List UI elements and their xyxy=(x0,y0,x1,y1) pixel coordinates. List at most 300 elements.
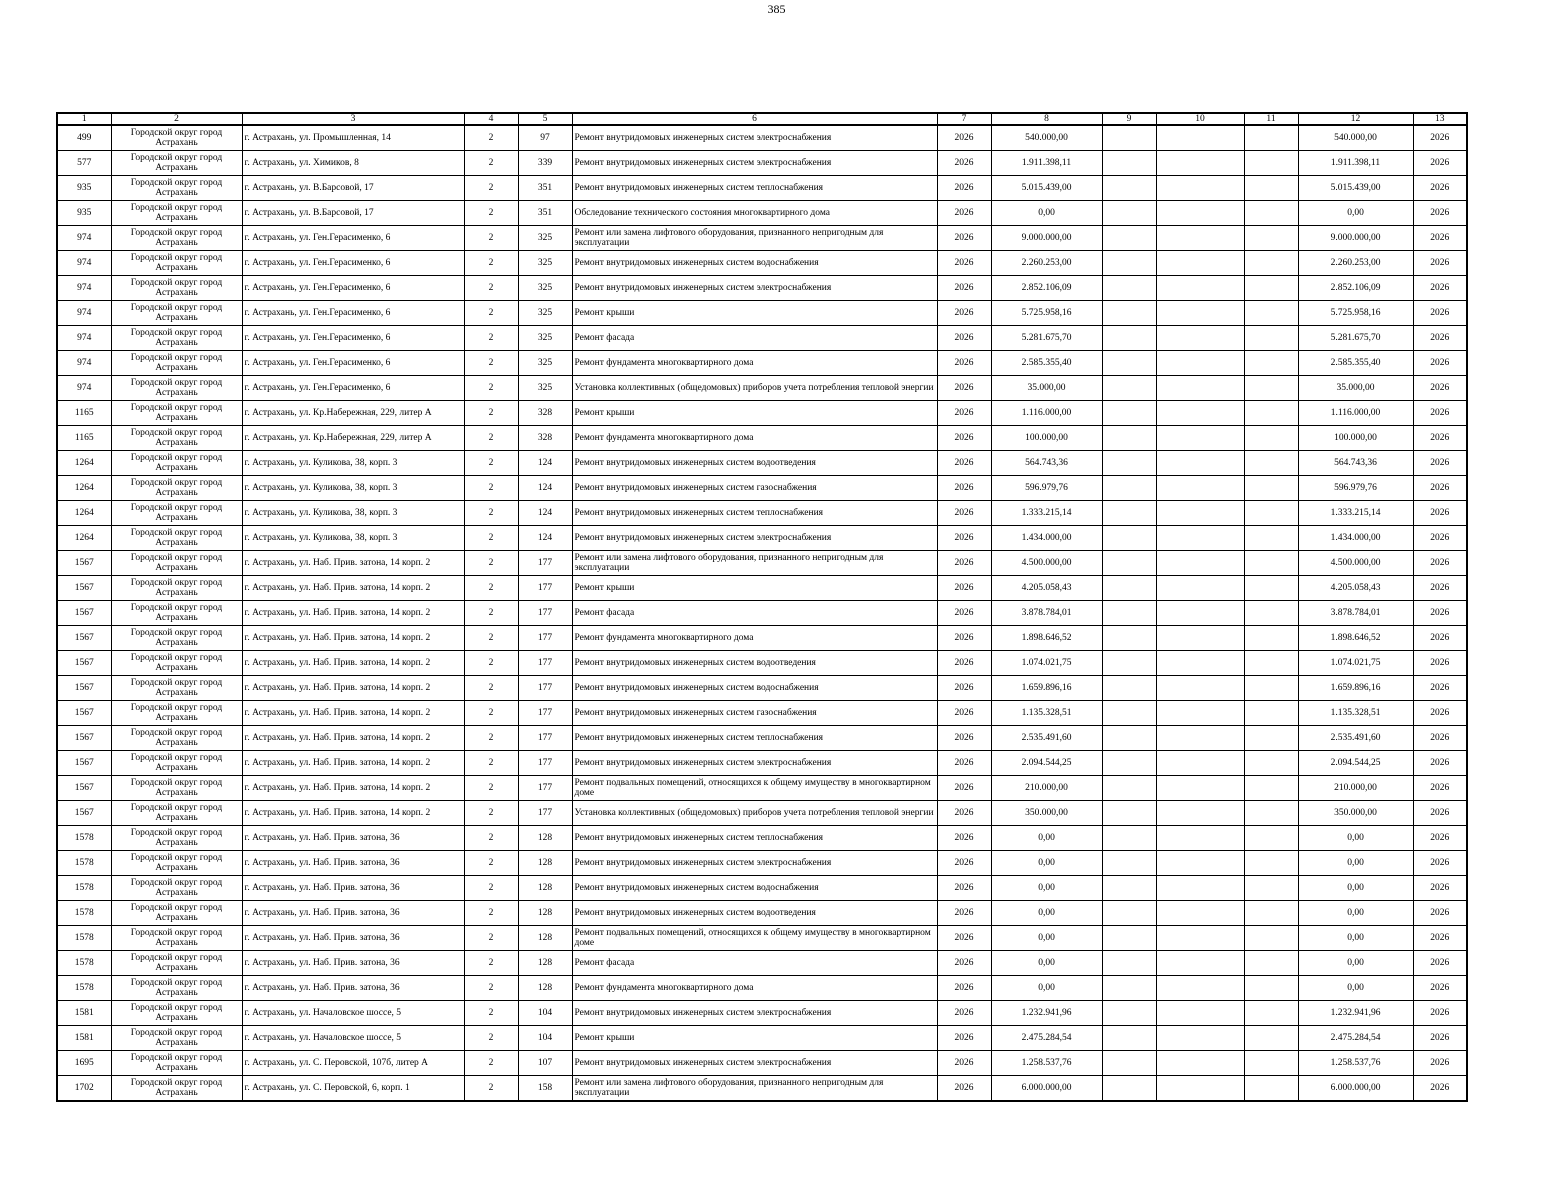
address-cell: г. Астрахань, ул. Наб. Прив. затона, 14 корп. 2 xyxy=(242,726,464,751)
col-5-value-cell: 124 xyxy=(518,526,572,551)
house-id-cell: 935 xyxy=(57,176,111,201)
address-cell: г. Астрахань, ул. Ген.Герасименко, 6 xyxy=(242,251,464,276)
completion-year-cell: 2026 xyxy=(1413,501,1467,526)
completion-year-cell: 2026 xyxy=(1413,776,1467,801)
col-4-value-cell: 2 xyxy=(464,276,518,301)
column-header-2: 2 xyxy=(111,113,242,125)
house-id-cell: 1578 xyxy=(57,876,111,901)
municipality-cell: Городской округ город Астрахань xyxy=(111,176,242,201)
cost-cell: 564.743,36 xyxy=(991,451,1102,476)
address-cell: г. Астрахань, ул. Наб. Прив. затона, 36 xyxy=(242,926,464,951)
cost-cell: 4.205.058,43 xyxy=(991,576,1102,601)
col-10-value-cell xyxy=(1156,251,1244,276)
cost-cell: 2.585.355,40 xyxy=(991,351,1102,376)
col-11-value-cell xyxy=(1244,1001,1298,1026)
cost-cell: 0,00 xyxy=(991,876,1102,901)
municipality-cell: Городской округ город Астрахань xyxy=(111,976,242,1001)
col-9-value-cell xyxy=(1102,176,1156,201)
table-row xyxy=(57,526,1467,551)
col-4-value-cell: 2 xyxy=(464,125,518,151)
col-4-value-cell: 2 xyxy=(464,301,518,326)
year-cell: 2026 xyxy=(937,626,991,651)
col-11-value-cell xyxy=(1244,125,1298,151)
col-11-value-cell xyxy=(1244,426,1298,451)
column-number-row xyxy=(57,113,1467,125)
work-type-cell: Ремонт крыши xyxy=(572,1026,937,1051)
address-cell: г. Астрахань, ул. Наб. Прив. затона, 14 корп. 2 xyxy=(242,601,464,626)
municipality-cell: Городской округ город Астрахань xyxy=(111,501,242,526)
cost-total-cell: 5.725.958,16 xyxy=(1298,301,1413,326)
work-type-cell: Ремонт фасада xyxy=(572,326,937,351)
municipality-cell: Городской округ город Астрахань xyxy=(111,1001,242,1026)
cost-cell: 0,00 xyxy=(991,901,1102,926)
col-9-value-cell xyxy=(1102,876,1156,901)
cost-total-cell: 2.852.106,09 xyxy=(1298,276,1413,301)
municipality-cell: Городской округ город Астрахань xyxy=(111,926,242,951)
work-type-cell: Ремонт внутридомовых инженерных систем водоотведения xyxy=(572,901,937,926)
col-11-value-cell xyxy=(1244,301,1298,326)
completion-year-cell: 2026 xyxy=(1413,526,1467,551)
municipality-cell: Городской округ город Астрахань xyxy=(111,551,242,576)
col-4-value-cell: 2 xyxy=(464,176,518,201)
work-type-cell: Ремонт крыши xyxy=(572,301,937,326)
municipality-cell: Городской округ город Астрахань xyxy=(111,801,242,826)
cost-cell: 2.852.106,09 xyxy=(991,276,1102,301)
address-cell: г. Астрахань, ул. В.Барсовой, 17 xyxy=(242,201,464,226)
work-type-cell: Ремонт фундамента многоквартирного дома xyxy=(572,426,937,451)
municipality-cell: Городской округ город Астрахань xyxy=(111,451,242,476)
house-id-cell: 1567 xyxy=(57,651,111,676)
cost-cell: 4.500.000,00 xyxy=(991,551,1102,576)
col-4-value-cell: 2 xyxy=(464,726,518,751)
year-cell: 2026 xyxy=(937,676,991,701)
cost-cell: 2.094.544,25 xyxy=(991,751,1102,776)
col-4-value-cell: 2 xyxy=(464,576,518,601)
col-11-value-cell xyxy=(1244,501,1298,526)
house-id-cell: 577 xyxy=(57,151,111,176)
table-row xyxy=(57,926,1467,951)
col-9-value-cell xyxy=(1102,1026,1156,1051)
table-row xyxy=(57,701,1467,726)
address-cell: г. Астрахань, ул. Началовское шоссе, 5 xyxy=(242,1026,464,1051)
municipality-cell: Городской округ город Астрахань xyxy=(111,776,242,801)
cost-total-cell: 1.116.000,00 xyxy=(1298,401,1413,426)
cost-total-cell: 1.898.646,52 xyxy=(1298,626,1413,651)
table-row xyxy=(57,551,1467,576)
municipality-cell: Городской округ город Астрахань xyxy=(111,201,242,226)
house-id-cell: 974 xyxy=(57,326,111,351)
col-4-value-cell: 2 xyxy=(464,926,518,951)
col-4-value-cell: 2 xyxy=(464,1051,518,1076)
col-10-value-cell xyxy=(1156,176,1244,201)
house-id-cell: 1264 xyxy=(57,526,111,551)
cost-total-cell: 1.232.941,96 xyxy=(1298,1001,1413,1026)
table-row xyxy=(57,125,1467,151)
municipality-cell: Городской округ город Астрахань xyxy=(111,125,242,151)
col-9-value-cell xyxy=(1102,476,1156,501)
col-5-value-cell: 325 xyxy=(518,326,572,351)
col-5-value-cell: 104 xyxy=(518,1001,572,1026)
completion-year-cell: 2026 xyxy=(1413,176,1467,201)
col-9-value-cell xyxy=(1102,901,1156,926)
completion-year-cell: 2026 xyxy=(1413,676,1467,701)
work-type-cell: Ремонт внутридомовых инженерных систем теплоснабжения xyxy=(572,176,937,201)
col-4-value-cell: 2 xyxy=(464,651,518,676)
completion-year-cell: 2026 xyxy=(1413,801,1467,826)
col-11-value-cell xyxy=(1244,601,1298,626)
cost-cell: 3.878.784,01 xyxy=(991,601,1102,626)
completion-year-cell: 2026 xyxy=(1413,251,1467,276)
col-9-value-cell xyxy=(1102,251,1156,276)
col-11-value-cell xyxy=(1244,826,1298,851)
year-cell: 2026 xyxy=(937,176,991,201)
cost-total-cell: 596.979,76 xyxy=(1298,476,1413,501)
work-type-cell: Ремонт фундамента многоквартирного дома xyxy=(572,626,937,651)
cost-cell: 5.725.958,16 xyxy=(991,301,1102,326)
table-row xyxy=(57,401,1467,426)
col-11-value-cell xyxy=(1244,1076,1298,1102)
col-4-value-cell: 2 xyxy=(464,851,518,876)
work-type-cell: Ремонт или замена лифтового оборудования, признанного непригодным для эксплуатации xyxy=(572,226,937,251)
house-id-cell: 1578 xyxy=(57,976,111,1001)
year-cell: 2026 xyxy=(937,351,991,376)
municipality-cell: Городской округ город Астрахань xyxy=(111,526,242,551)
col-9-value-cell xyxy=(1102,451,1156,476)
house-id-cell: 974 xyxy=(57,226,111,251)
work-type-cell: Ремонт внутридомовых инженерных систем водоотведения xyxy=(572,651,937,676)
year-cell: 2026 xyxy=(937,1051,991,1076)
address-cell: г. Астрахань, ул. Наб. Прив. затона, 14 корп. 2 xyxy=(242,651,464,676)
col-9-value-cell xyxy=(1102,201,1156,226)
cost-cell: 6.000.000,00 xyxy=(991,1076,1102,1102)
col-4-value-cell: 2 xyxy=(464,601,518,626)
col-11-value-cell xyxy=(1244,726,1298,751)
table-body xyxy=(57,125,1467,1101)
house-id-cell: 1578 xyxy=(57,951,111,976)
table-row xyxy=(57,1026,1467,1051)
column-header-9: 9 xyxy=(1102,113,1156,125)
col-10-value-cell xyxy=(1156,726,1244,751)
table-row xyxy=(57,326,1467,351)
completion-year-cell: 2026 xyxy=(1413,876,1467,901)
col-10-value-cell xyxy=(1156,776,1244,801)
year-cell: 2026 xyxy=(937,751,991,776)
col-10-value-cell xyxy=(1156,551,1244,576)
address-cell: г. Астрахань, ул. Куликова, 38, корп. 3 xyxy=(242,451,464,476)
year-cell: 2026 xyxy=(937,376,991,401)
col-10-value-cell xyxy=(1156,601,1244,626)
col-9-value-cell xyxy=(1102,351,1156,376)
col-9-value-cell xyxy=(1102,801,1156,826)
col-11-value-cell xyxy=(1244,351,1298,376)
cost-total-cell: 0,00 xyxy=(1298,876,1413,901)
address-cell: г. Астрахань, ул. Куликова, 38, корп. 3 xyxy=(242,476,464,501)
house-id-cell: 1567 xyxy=(57,751,111,776)
work-type-cell: Установка коллективных (общедомовых) приборов учета потребления тепловой энергии xyxy=(572,801,937,826)
cost-total-cell: 1.659.896,16 xyxy=(1298,676,1413,701)
cost-total-cell: 1.911.398,11 xyxy=(1298,151,1413,176)
cost-cell: 1.434.000,00 xyxy=(991,526,1102,551)
year-cell: 2026 xyxy=(937,125,991,151)
work-type-cell: Ремонт внутридомовых инженерных систем теплоснабжения xyxy=(572,501,937,526)
address-cell: г. Астрахань, ул. Ген.Герасименко, 6 xyxy=(242,351,464,376)
col-10-value-cell xyxy=(1156,651,1244,676)
completion-year-cell: 2026 xyxy=(1413,276,1467,301)
house-id-cell: 1578 xyxy=(57,851,111,876)
year-cell: 2026 xyxy=(937,976,991,1001)
col-10-value-cell xyxy=(1156,576,1244,601)
completion-year-cell: 2026 xyxy=(1413,751,1467,776)
work-type-cell: Ремонт фундамента многоквартирного дома xyxy=(572,976,937,1001)
address-cell: г. Астрахань, ул. Кр.Набережная, 229, литер А xyxy=(242,401,464,426)
cost-cell: 210.000,00 xyxy=(991,776,1102,801)
work-type-cell: Ремонт крыши xyxy=(572,576,937,601)
completion-year-cell: 2026 xyxy=(1413,901,1467,926)
col-11-value-cell xyxy=(1244,401,1298,426)
completion-year-cell: 2026 xyxy=(1413,551,1467,576)
completion-year-cell: 2026 xyxy=(1413,951,1467,976)
col-9-value-cell xyxy=(1102,401,1156,426)
house-id-cell: 1165 xyxy=(57,426,111,451)
house-id-cell: 1567 xyxy=(57,626,111,651)
year-cell: 2026 xyxy=(937,801,991,826)
address-cell: г. Астрахань, ул. Наб. Прив. затона, 36 xyxy=(242,901,464,926)
address-cell: г. Астрахань, ул. Куликова, 38, корп. 3 xyxy=(242,501,464,526)
address-cell: г. Астрахань, ул. Наб. Прив. затона, 36 xyxy=(242,951,464,976)
work-type-cell: Ремонт внутридомовых инженерных систем электроснабжения xyxy=(572,1051,937,1076)
col-9-value-cell xyxy=(1102,501,1156,526)
col-10-value-cell xyxy=(1156,826,1244,851)
cost-cell: 1.659.896,16 xyxy=(991,676,1102,701)
address-cell: г. Астрахань, ул. Наб. Прив. затона, 14 корп. 2 xyxy=(242,626,464,651)
col-5-value-cell: 97 xyxy=(518,125,572,151)
year-cell: 2026 xyxy=(937,826,991,851)
table-row xyxy=(57,876,1467,901)
column-header-1: 1 xyxy=(57,113,111,125)
cost-total-cell: 6.000.000,00 xyxy=(1298,1076,1413,1102)
address-cell: г. Астрахань, ул. В.Барсовой, 17 xyxy=(242,176,464,201)
col-9-value-cell xyxy=(1102,851,1156,876)
house-id-cell: 974 xyxy=(57,251,111,276)
completion-year-cell: 2026 xyxy=(1413,125,1467,151)
year-cell: 2026 xyxy=(937,926,991,951)
col-10-value-cell xyxy=(1156,751,1244,776)
col-5-value-cell: 128 xyxy=(518,926,572,951)
cost-total-cell: 1.135.328,51 xyxy=(1298,701,1413,726)
completion-year-cell: 2026 xyxy=(1413,626,1467,651)
year-cell: 2026 xyxy=(937,276,991,301)
work-type-cell: Ремонт внутридомовых инженерных систем газоснабжения xyxy=(572,701,937,726)
address-cell: г. Астрахань, ул. Наб. Прив. затона, 14 корп. 2 xyxy=(242,801,464,826)
completion-year-cell: 2026 xyxy=(1413,926,1467,951)
col-5-value-cell: 124 xyxy=(518,451,572,476)
work-type-cell: Ремонт подвальных помещений, относящихся к общему имуществу в многоквартирном доме xyxy=(572,926,937,951)
year-cell: 2026 xyxy=(937,851,991,876)
col-5-value-cell: 325 xyxy=(518,251,572,276)
completion-year-cell: 2026 xyxy=(1413,226,1467,251)
address-cell: г. Астрахань, ул. С. Перовской, 6, корп. 1 xyxy=(242,1076,464,1102)
table-row xyxy=(57,776,1467,801)
cost-total-cell: 5.015.439,00 xyxy=(1298,176,1413,201)
municipality-cell: Городской округ город Астрахань xyxy=(111,251,242,276)
col-10-value-cell xyxy=(1156,626,1244,651)
col-5-value-cell: 177 xyxy=(518,676,572,701)
cost-cell: 540.000,00 xyxy=(991,125,1102,151)
col-10-value-cell xyxy=(1156,125,1244,151)
completion-year-cell: 2026 xyxy=(1413,301,1467,326)
cost-cell: 0,00 xyxy=(991,201,1102,226)
col-11-value-cell xyxy=(1244,951,1298,976)
col-5-value-cell: 128 xyxy=(518,976,572,1001)
cost-cell: 2.535.491,60 xyxy=(991,726,1102,751)
house-id-cell: 974 xyxy=(57,351,111,376)
municipality-cell: Городской округ город Астрахань xyxy=(111,1051,242,1076)
year-cell: 2026 xyxy=(937,1076,991,1102)
col-9-value-cell xyxy=(1102,376,1156,401)
municipality-cell: Городской округ город Астрахань xyxy=(111,901,242,926)
col-4-value-cell: 2 xyxy=(464,676,518,701)
col-9-value-cell xyxy=(1102,601,1156,626)
work-type-cell: Ремонт внутридомовых инженерных систем электроснабжения xyxy=(572,851,937,876)
address-cell: г. Астрахань, ул. Наб. Прив. затона, 14 корп. 2 xyxy=(242,676,464,701)
col-10-value-cell xyxy=(1156,151,1244,176)
col-4-value-cell: 2 xyxy=(464,476,518,501)
column-header-8: 8 xyxy=(991,113,1102,125)
table-row xyxy=(57,1051,1467,1076)
col-4-value-cell: 2 xyxy=(464,1001,518,1026)
address-cell: г. Астрахань, ул. Наб. Прив. затона, 36 xyxy=(242,876,464,901)
col-11-value-cell xyxy=(1244,226,1298,251)
house-id-cell: 1567 xyxy=(57,576,111,601)
cost-cell: 1.116.000,00 xyxy=(991,401,1102,426)
address-cell: г. Астрахань, ул. Химиков, 8 xyxy=(242,151,464,176)
year-cell: 2026 xyxy=(937,151,991,176)
table-row xyxy=(57,751,1467,776)
cost-total-cell: 100.000,00 xyxy=(1298,426,1413,451)
col-4-value-cell: 2 xyxy=(464,551,518,576)
col-10-value-cell xyxy=(1156,476,1244,501)
col-9-value-cell xyxy=(1102,676,1156,701)
col-9-value-cell xyxy=(1102,226,1156,251)
house-id-cell: 974 xyxy=(57,276,111,301)
col-11-value-cell xyxy=(1244,926,1298,951)
house-id-cell: 1581 xyxy=(57,1001,111,1026)
col-10-value-cell xyxy=(1156,976,1244,1001)
completion-year-cell: 2026 xyxy=(1413,476,1467,501)
municipality-cell: Городской округ город Астрахань xyxy=(111,376,242,401)
work-type-cell: Ремонт внутридомовых инженерных систем газоснабжения xyxy=(572,476,937,501)
year-cell: 2026 xyxy=(937,501,991,526)
house-id-cell: 1567 xyxy=(57,801,111,826)
address-cell: г. Астрахань, ул. Наб. Прив. затона, 14 корп. 2 xyxy=(242,776,464,801)
col-9-value-cell xyxy=(1102,626,1156,651)
table-row xyxy=(57,601,1467,626)
year-cell: 2026 xyxy=(937,601,991,626)
address-cell: г. Астрахань, ул. Наб. Прив. затона, 36 xyxy=(242,976,464,1001)
col-4-value-cell: 2 xyxy=(464,526,518,551)
house-id-cell: 1264 xyxy=(57,501,111,526)
col-10-value-cell xyxy=(1156,926,1244,951)
work-type-cell: Ремонт внутридомовых инженерных систем электроснабжения xyxy=(572,151,937,176)
year-cell: 2026 xyxy=(937,476,991,501)
cost-total-cell: 0,00 xyxy=(1298,951,1413,976)
address-cell: г. Астрахань, ул. Началовское шоссе, 5 xyxy=(242,1001,464,1026)
col-10-value-cell xyxy=(1156,801,1244,826)
col-5-value-cell: 325 xyxy=(518,376,572,401)
col-4-value-cell: 2 xyxy=(464,876,518,901)
cost-total-cell: 1.434.000,00 xyxy=(1298,526,1413,551)
house-id-cell: 1165 xyxy=(57,401,111,426)
col-5-value-cell: 128 xyxy=(518,851,572,876)
work-type-cell: Ремонт или замена лифтового оборудования, признанного непригодным для эксплуатации xyxy=(572,1076,937,1102)
col-10-value-cell xyxy=(1156,526,1244,551)
municipality-cell: Городской округ город Астрахань xyxy=(111,351,242,376)
table-row xyxy=(57,351,1467,376)
municipality-cell: Городской округ город Астрахань xyxy=(111,1076,242,1102)
cost-total-cell: 0,00 xyxy=(1298,976,1413,1001)
col-9-value-cell xyxy=(1102,576,1156,601)
col-11-value-cell xyxy=(1244,901,1298,926)
cost-total-cell: 4.205.058,43 xyxy=(1298,576,1413,601)
col-5-value-cell: 158 xyxy=(518,1076,572,1102)
municipality-cell: Городской округ город Астрахань xyxy=(111,476,242,501)
municipality-cell: Городской округ город Астрахань xyxy=(111,751,242,776)
year-cell: 2026 xyxy=(937,701,991,726)
cost-total-cell: 2.094.544,25 xyxy=(1298,751,1413,776)
house-id-cell: 1567 xyxy=(57,676,111,701)
completion-year-cell: 2026 xyxy=(1413,376,1467,401)
cost-cell: 5.015.439,00 xyxy=(991,176,1102,201)
col-5-value-cell: 339 xyxy=(518,151,572,176)
work-type-cell: Ремонт внутридомовых инженерных систем электроснабжения xyxy=(572,1001,937,1026)
table-row xyxy=(57,426,1467,451)
page-number: 385 xyxy=(767,2,786,16)
cost-total-cell: 540.000,00 xyxy=(1298,125,1413,151)
table-row xyxy=(57,176,1467,201)
municipality-cell: Городской округ город Астрахань xyxy=(111,276,242,301)
col-11-value-cell xyxy=(1244,526,1298,551)
table-row xyxy=(57,476,1467,501)
completion-year-cell: 2026 xyxy=(1413,976,1467,1001)
work-type-cell: Ремонт фасада xyxy=(572,601,937,626)
col-11-value-cell xyxy=(1244,651,1298,676)
completion-year-cell: 2026 xyxy=(1413,1076,1467,1102)
municipality-cell: Городской округ город Астрахань xyxy=(111,626,242,651)
col-4-value-cell: 2 xyxy=(464,426,518,451)
cost-cell: 0,00 xyxy=(991,926,1102,951)
house-id-cell: 1567 xyxy=(57,776,111,801)
work-type-cell: Ремонт фасада xyxy=(572,951,937,976)
table-row xyxy=(57,1076,1467,1102)
col-9-value-cell xyxy=(1102,701,1156,726)
year-cell: 2026 xyxy=(937,426,991,451)
year-cell: 2026 xyxy=(937,326,991,351)
col-4-value-cell: 2 xyxy=(464,751,518,776)
cost-total-cell: 2.260.253,00 xyxy=(1298,251,1413,276)
house-id-cell: 1578 xyxy=(57,826,111,851)
address-cell: г. Астрахань, ул. Куликова, 38, корп. 3 xyxy=(242,526,464,551)
municipality-cell: Городской округ город Астрахань xyxy=(111,726,242,751)
house-id-cell: 935 xyxy=(57,201,111,226)
col-9-value-cell xyxy=(1102,151,1156,176)
year-cell: 2026 xyxy=(937,251,991,276)
col-5-value-cell: 177 xyxy=(518,801,572,826)
house-id-cell: 1567 xyxy=(57,601,111,626)
col-10-value-cell xyxy=(1156,401,1244,426)
col-9-value-cell xyxy=(1102,776,1156,801)
cost-cell: 1.911.398,11 xyxy=(991,151,1102,176)
col-9-value-cell xyxy=(1102,1001,1156,1026)
